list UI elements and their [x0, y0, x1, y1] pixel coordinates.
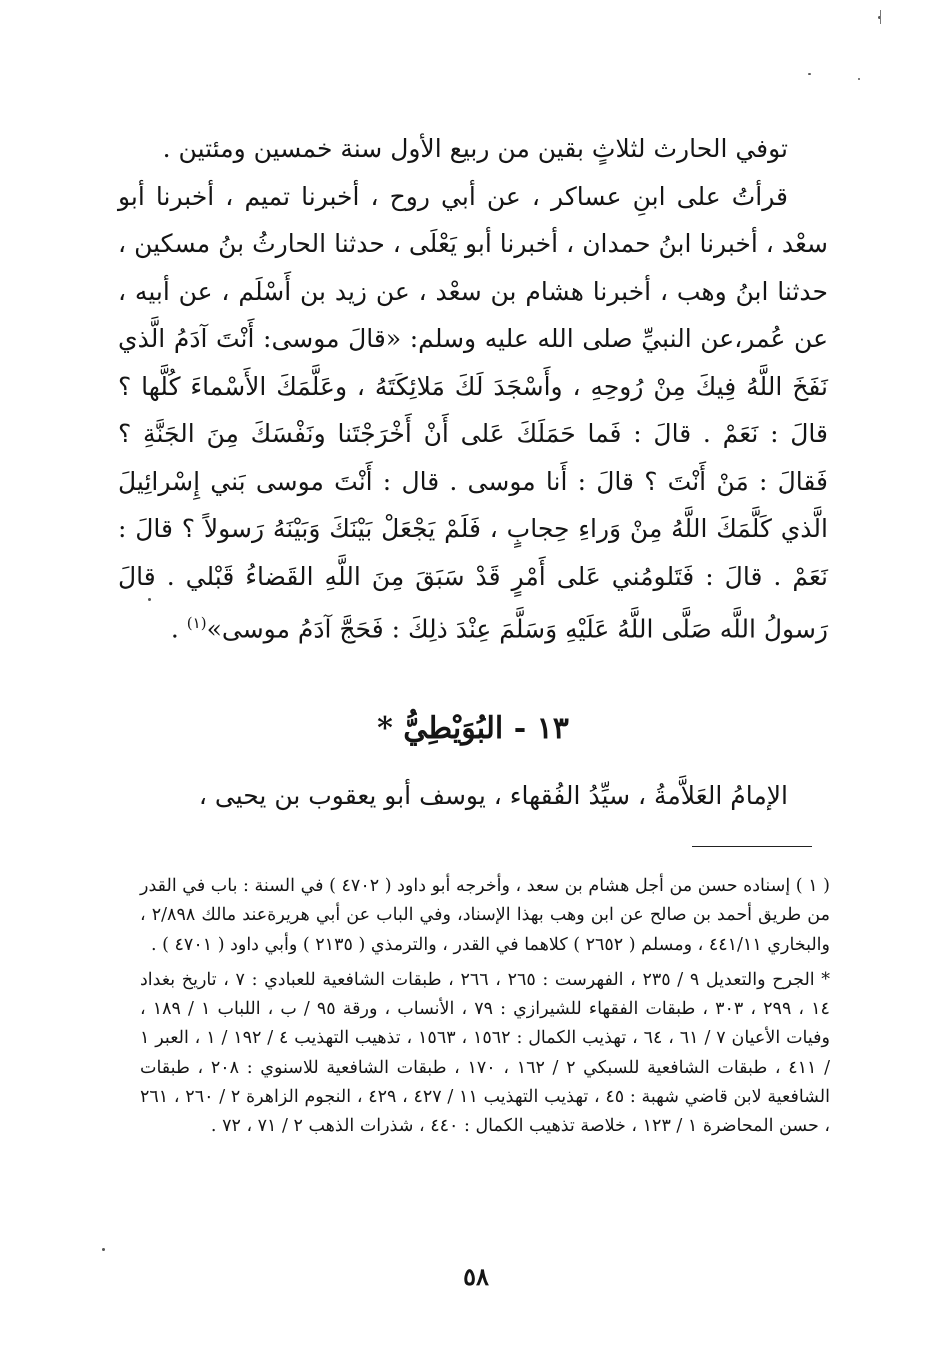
page-number: ٥٨ [463, 1262, 489, 1291]
biography-heading: ١٣ - البُوَيْطِيُّ * [377, 711, 569, 746]
main-body-text [118, 125, 828, 653]
footnote-reference: (١) [186, 614, 207, 632]
scan-speck [858, 78, 860, 80]
footnote-sources: * الجرح والتعديل ٩ / ٢٣٥ ، الفهرست : ٢٦٥ ، ٢٦٦ ، طبقات الشافعية للعبادي : ٧ ، تاريخ بغداد ١٤ ، ٢٩٩ ، ٣٠٣ ، طبقات الفقهاء للشيرازي : ٧٩ ، الأنساب ، ورقة ٩٥ / ب ، اللباب ١ / ١٨٩ ، وفيات الأعيان ٧ / ٦١ ، ٦٤ ، تهذيب الكمال : ١٥٦٢ ، ١٥٦٣ ، تذهيب التهذيب ٤ / ١٩٢ / ١ ، العبر ١ / ٤١١ ، طبقات الشافعية للسبكي ٢ / ١٦٢ ، ١٧٠ ، طبقات الشافعية للاسنوي : ٢٠٨ ، طبقات الشافعية لابن قاضي شهبة : ٤٥ ، تهذيب التهذيب ١١ / ٤٢٧ ، ٤٢٩ ، النجوم الزاهرة ٢ / ٢٦٠ ، ٢٦١ ، حسن المحاضرة ١ / ١٢٣ ، خلاصة تذهيب الكمال : ٤٤٠ ، شذرات الذهب ٢ / ٧١ ، ٧٢ . [140, 969, 831, 1137]
hadith-paragraph [118, 173, 828, 653]
scan-speck [808, 73, 811, 75]
hadith-end-mark: . [170, 614, 187, 644]
biography-intro: الإمامُ العَلاَّمةُ ، سيِّدُ الفُقهاء ، يوسف أبو يعقوب بن يحيى ، [198, 781, 788, 810]
scan-speck [102, 1248, 105, 1251]
footnote-1: ( ١ ) إسناده حسن من أجل هشام بن سعد ، وأخرجه أبو داود ( ٤٧٠٢ ) في السنة : باب في القدر من طريق أحمد بن صالح عن ابن وهب بهذا الإسناد، وفي الباب عن أبي هريرةعند مالك ٢/٨٩٨ ، والبخاري ٤٤١/١١ ، ومسلم ( ٢٦٥٢ ) كلاهما في القدر ، والترمذي ( ٢١٣٥ ) وأبي داود ( ٤٧٠١ ) . [140, 876, 831, 955]
hadith-text: قرأتُ على ابنِ عساكر ، عن أبي روح ، أخبرنا تميم ، أخبرنا أبو سعْد ، أخبرنا ابنُ حمدان ، أخبرنا أبو يَعْلَى ، حدثنا الحارثُ بنُ مسكين ، حدثنا ابنُ وهب ، أخبرنا هشام بن سعْد ، عن زيد بن أَسْلَم ، عن أبيه ، عن عُمر،عن النبيِّ صلى الله عليه وسلم: «قالَ موسى: أَنْتَ آدَمُ الَّذي نَفَخَ اللَّهُ فِيكَ مِنْ رُوحِهِ ، وأَسْجَدَ لَكَ مَلائِكَتَهُ ، وعَلَّمَكَ الأَسْماءَ كُلَّها ؟ قالَ : نَعَمْ . قالَ : فَما حَمَلَكَ عَلى أَنْ أَخْرَجْتَنا ونَفْسَكَ مِنَ الجَنَّةِ ؟ فَقالَ : مَنْ أَنْتَ ؟ قالَ : أَنا موسى . قال : أَنْتَ موسى بَني إِسْرائِيلَ الَّذي كَلَّمَكَ اللَّهُ مِنْ وَراءِ حِجابٍ ، فَلَمْ يَجْعَلْ بَيْنَكَ وَبَيْنَهُ رَسولاً ؟ قالَ : نَعَمْ . قالَ : فَتَلومُني عَلى أَمْرٍ قَدْ سَبَقَ مِنَ اللَّهِ القَضاءُ قَبْلي . قالَ رَسولُ اللَّه صَلَّى اللَّهُ عَلَيْهِ وَسَلَّمَ عِنْدَ ذلِكَ : فَحَجَّ آدَمُ موسى» [118, 181, 828, 644]
footnote-separator [692, 846, 812, 847]
footnotes [140, 872, 830, 1142]
scan-edge-mark [880, 10, 881, 24]
death-note-line: توفي الحارث لثلاثٍ بقين من ربيع الأول سنة خمسين ومئتين . [162, 134, 788, 163]
